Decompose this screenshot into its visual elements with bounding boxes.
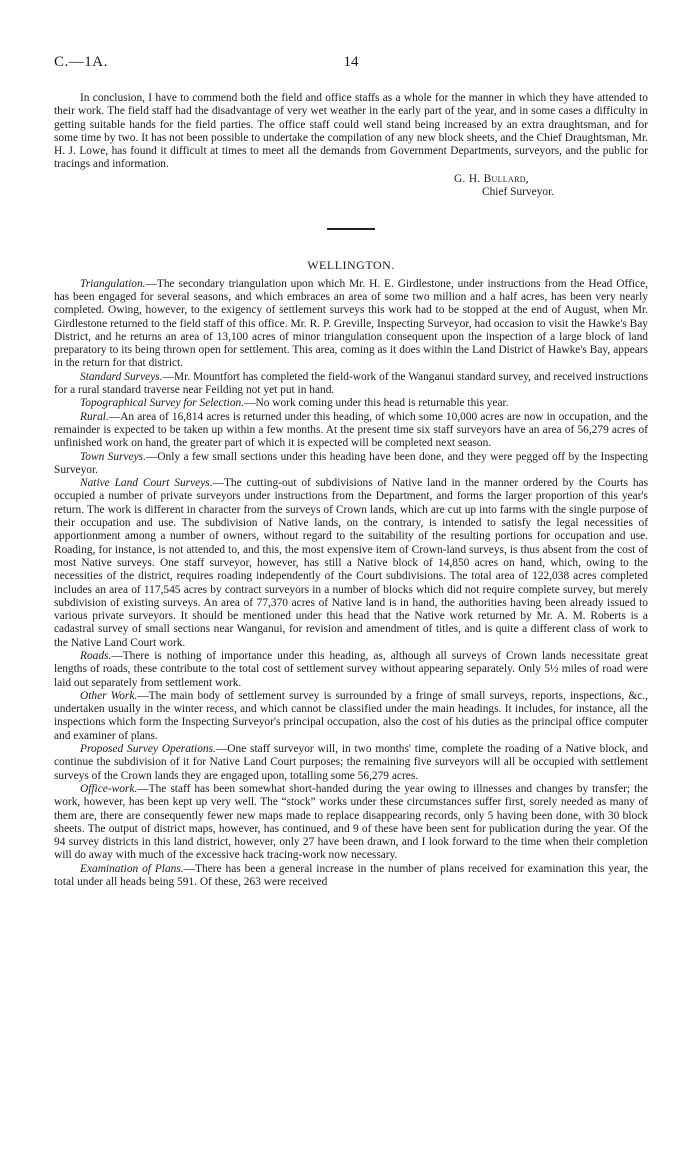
paragraph-text: —There is nothing of importance under this heading, as, although all surveys of Crown lands necessitate great lengths of roads, these contribute to the total cost of settlement survey without appearing separately. Only 5½ miles of road were laid out separately from settlement work.	[54, 649, 648, 689]
paragraph-text: —No work coming under this head is returnable this year.	[244, 397, 509, 410]
subheading-other-work: Other Work.	[80, 689, 138, 702]
subheading-proposed-operations: Proposed Survey Operations.	[80, 743, 216, 756]
paragraph-text: —The secondary triangulation upon which Mr. H. E. Girdlestone, under instructions from the Head Office, has been engaged for several seasons, and which embraces an area of some two million and a half acres, has been very nearly completed. Owing, however, to the exigency of settlement surveys this work had to be stopped at the end of August, when Mr. Girdlestone returned to the field staff of this office. Mr. R. P. Greville, Inspecting Surveyor, had occasion to visit the Hawke's Bay District, and he returns an area of 13,100 acres of minor triangulation consequent upon the inspection of a large block of land preparatory to its being thrown open for settlement. This area, coming as it does within the Land District of Hawke's Bay, appears in the return for that district.	[54, 277, 648, 370]
paragraph-office-work	[54, 783, 648, 863]
subheading-office-work: Office-work.	[80, 782, 138, 795]
subheading-topographical-survey: Topographical Survey for Selection.	[80, 397, 245, 410]
paragraph-text: —Mr. Mountfort has completed the field-work of the Wanganui standard survey, and received instructions for a rural standard traverse near Feilding not yet put in hand.	[54, 370, 649, 397]
signature-block	[54, 173, 648, 200]
subheading-triangulation: Triangulation.	[80, 277, 146, 290]
subheading-rural: Rural.	[80, 410, 109, 423]
conclusion-paragraph: In conclusion, I have to commend both the field and office staffs as a whole for the manner in which they have attended to their work. The field staff had the disadvantage of very wet weather in the early part of the year, and in some cases a difficulty in getting suitable hands for the field parties. The office staff could well stand being increased by an extra draughtsman, and for some time by two. It has not been possible to undertake the compilation of any new block sheets, and the Chief Draughtsman, Mr. H. J. Lowe, has found it difficult at times to meet all the demands from Government Departments, surveyors, and the public for tracings and information.	[54, 92, 648, 171]
subheading-roads: Roads.	[80, 649, 112, 662]
subheading-examination-of-plans: Examination of Plans.	[80, 862, 184, 875]
subheading-native-land-court: Native Land Court Surveys.	[80, 477, 213, 490]
paragraph-native-land-court	[54, 477, 648, 650]
paragraph-roads	[54, 650, 648, 690]
paragraph-town-surveys	[54, 451, 648, 478]
paragraph-text: —The main body of settlement survey is surrounded by a fringe of small surveys, reports, inspections, &c., undertaken usually in the winter recess, and which cannot be classified under the main headings. It includes, for instance, all the inspections which form the Inspecting Surveyor's principal occupation, also the cost of his duties as the principal office computer and examiner of plans.	[54, 689, 648, 742]
paragraph-text: —An area of 16,814 acres is returned under this heading, of which some 10,000 acres are now in occupation, and the remainder is expected to be taken up within a few months. At the present time six staff surveyors have an area of 56,279 acres of unfinished work on hand, the greater part of which it is expected will be completed next season.	[54, 410, 648, 450]
paragraph-topographical-survey	[54, 397, 648, 410]
page-header	[54, 56, 648, 92]
subheading-standard-surveys: Standard Surveys.	[80, 370, 163, 383]
paragraph-text: —The cutting-out of subdivisions of Native land in the manner ordered by the Courts has occupied a number of private surveyors under instructions from the Department, and forms the larger proportion of this year's return. The work is different in character from the surveys of Crown lands, which are cut up into farms with the single purpose of their occupation and use. The subdivision of Native lands, on the contrary, is intended to satisfy the legal necessities of apportionment among a number of owners, without regard to the suitability of the resulting portions for occupation and use. Roading, for instance, is not attended to, and this, the most expensive item of Crown-land surveys, is thus absent from the cost of most Native surveys. One staff surveyor, however, has still a Native block of 14,850 acres on hand, which, owing to the necessities of the district, requires roading independently of the Court subdivisions. The total area of 122,038 acres completed includes an area of 117,545 acres by contract surveyors in a number of blocks which did not require complete survey, but merely subdivision of existing surveys. An area of 77,370 acres of Native land is in hand, the authorities having been already issued to various private surveyors. It should be mentioned under this head that the Native work returned by Mr. A. M. Roberts is a cadastral survey of small sections near Wanganui, for revision and amendment of titles, and is quite a different class of work to the Native Land Court work.	[54, 477, 648, 649]
paragraph-text: —Only a few small sections under this heading have been done, and they were pegged off by the Inspecting Surveyor.	[54, 450, 648, 476]
page-reference: C.—1A.	[54, 54, 108, 70]
signature-title: Chief Surveyor.	[482, 186, 555, 199]
paragraph-rural	[54, 411, 648, 451]
paragraph-text: —One staff surveyor will, in two months' time, complete the roading of a Native block, and continue the subdivision of it for Native Land Court purposes; the remaining five surveyors will all be occupied with settlement surveys of the Crown lands they are engaged upon, totalling some 56,279 acres.	[54, 743, 649, 782]
signature-name: G. H. Bullard,	[454, 172, 529, 185]
paragraph-other-work	[54, 690, 648, 743]
paragraph-text: —There has been a general increase in the number of plans received for examination this year, the total under all heads being 591. Of these, 263 were received	[54, 862, 649, 889]
page-number: 14	[343, 54, 359, 70]
paragraph-triangulation	[54, 278, 648, 371]
section-heading: WELLINGTON.	[307, 258, 395, 273]
subheading-town-surveys: Town Surveys.	[80, 450, 146, 463]
section-divider	[327, 228, 375, 230]
paragraph-standard-surveys	[54, 371, 648, 398]
paragraph-text: —The staff has been somewhat short-handed during the year owing to illnesses and changes by transfer; the work, however, has been kept up very well. The “stock” works under these circumstances suffer first, sorely needed as many of them are, there are consequently fewer new maps made to replace disappearing records, only 5 having been done, with 30 block sheets. The output of district maps, however, has continued, and 9 of these have been sent for publication during the year. Of the 94 survey districts in this land district, however, only 27 have been drawn, and I look forward to the time when their completion will do away with much of the excessive hack tracing-work now necessary.	[54, 782, 648, 862]
paragraph-proposed-operations	[54, 743, 648, 783]
paragraph-examination-of-plans	[54, 863, 648, 890]
